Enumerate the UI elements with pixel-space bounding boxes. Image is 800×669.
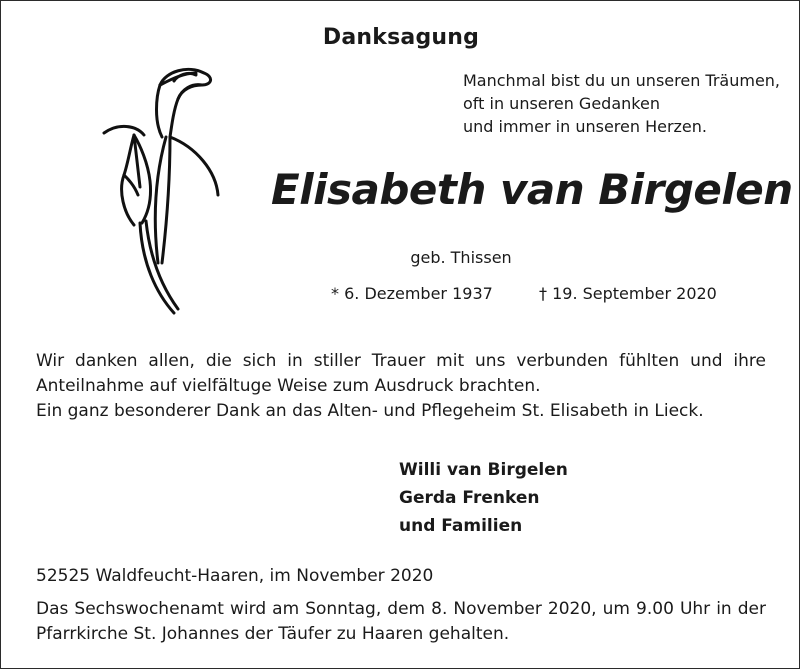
notice-heading: Danksagung xyxy=(322,25,480,50)
birth-name: geb. Thissen xyxy=(410,248,512,267)
signer-name: Willi van Birgelen xyxy=(399,460,568,480)
thanks-line: Ein ganz besonderer Dank an das Alten- und Pflegeheim St. Elisabeth in Lieck. xyxy=(36,401,704,421)
signers-block xyxy=(399,456,568,540)
memorial-poem xyxy=(463,69,793,138)
poem-line: oft in unseren Gedanken xyxy=(463,94,660,113)
death-date: † 19. September 2020 xyxy=(539,284,717,303)
signer-name: und Familien xyxy=(399,516,523,536)
poem-line: Manchmal bist du un unseren Träumen, xyxy=(463,71,781,90)
birth-date: * 6. Dezember 1937 xyxy=(331,284,493,303)
mass-line: Pfarrkirche St. Johannes der Täufer zu Haaren gehalten. xyxy=(36,624,510,644)
calla-lily-icon xyxy=(96,63,236,325)
deceased-name: Elisabeth van Birgelen xyxy=(271,165,793,214)
poem-line: und immer in unseren Herzen. xyxy=(463,117,707,136)
thanks-paragraph xyxy=(36,349,766,424)
thanks-line: Anteilnahme auf vielfältuge Weise zum Ausdruck brachten. xyxy=(36,376,541,396)
place-and-date: 52525 Waldfeucht-Haaren, im November 2020 xyxy=(36,566,434,586)
mass-announcement xyxy=(36,597,766,647)
thanks-line: Wir danken allen, die sich in stiller Trauer mit uns verbunden fühlten und ihre xyxy=(36,351,766,371)
mass-line: Das Sechswochenamt wird am Sonntag, dem 8. November 2020, um 9.00 Uhr in der xyxy=(36,599,766,619)
signer-name: Gerda Frenken xyxy=(399,488,540,508)
